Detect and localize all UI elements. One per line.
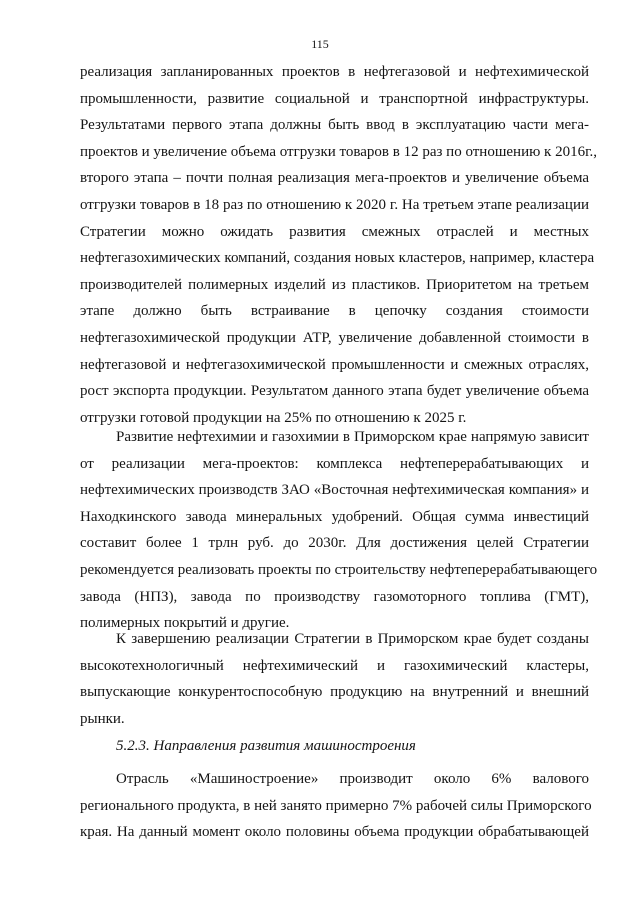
- text-line: выпускающие конкурентоспособную продукцию на внутренний и внешний: [80, 684, 589, 701]
- text-line: края. На данный момент около половины объема продукции обрабатывающей: [80, 824, 589, 841]
- text-line: проектов и увеличение объема отгрузки товаров в 12 раз по отношению к 2016г.,: [80, 143, 598, 160]
- text-line: составит более 1 трлн руб. до 2030г. Для достижения целей Стратегии: [80, 535, 589, 552]
- text-line: отгрузки готовой продукции на 25% по отношению к 2025 г.: [80, 409, 467, 426]
- paragraph-2: [80, 424, 598, 637]
- text-line: нефтегазохимических компаний, создания новых кластеров, например, кластера: [80, 250, 595, 267]
- text-line: нефтегазохимической продукции АТР, увеличение добавленной стоимости в: [80, 329, 589, 346]
- text-line: Развитие нефтехимии и газохимии в Приморском крае напрямую зависит: [116, 429, 589, 445]
- text-line: Результатами первого этапа должны быть ввод в эксплуатацию части мега-: [80, 117, 589, 134]
- page-number: 115: [311, 37, 329, 51]
- text-line: второго этапа – почти полная реализация мега-проектов и увеличение объема: [80, 170, 589, 187]
- text-line: этапе должно быть встраивание в цепочку создания стоимости: [80, 303, 589, 320]
- paragraph-3: [80, 626, 589, 732]
- text-line: Стратегии можно ожидать развития смежных отраслей и местных: [80, 223, 589, 240]
- text-line: полимерных покрытий и другие.: [80, 615, 290, 632]
- text-line: нефтехимических производств ЗАО «Восточная нефтехимическая компания» и: [80, 482, 589, 499]
- text-line: промышленности, развитие социальной и транспортной инфраструктуры.: [80, 90, 589, 107]
- text-line: рекомендуется реализовать проекты по строительству нефтеперерабатывающего: [80, 561, 598, 578]
- text-line: регионального продукта, в ней занято примерно 7% рабочей силы Приморского: [80, 797, 592, 814]
- text-line: рынки.: [80, 710, 125, 727]
- text-line: рост экспорта продукции. Результатом данного этапа будет увеличение объема: [80, 383, 589, 400]
- paragraph-4: [80, 766, 592, 846]
- section-heading: 5.2.3. Направления развития машиностроения: [116, 738, 416, 754]
- text-line: нефтегазовой и нефтегазохимической промышленности и смежных отраслях,: [80, 356, 589, 373]
- text-line: высокотехнологичный нефтехимический и газохимический кластеры,: [80, 657, 589, 674]
- paragraph-1: [80, 59, 598, 431]
- text-line: реализация запланированных проектов в нефтегазовой и нефтехимической: [80, 64, 589, 80]
- text-line: производителей полимерных изделий из пластиков. Приоритетом на третьем: [80, 276, 589, 293]
- text-line: Отрасль «Машиностроение» производит около 6% валового: [116, 771, 589, 787]
- text-line: Находкинского завода минеральных удобрений. Общая сумма инвестиций: [80, 508, 589, 525]
- text-line: отгрузки товаров в 18 раз по отношению к 2020 г. На третьем этапе реализации: [80, 196, 589, 213]
- text-line: К завершению реализации Стратегии в Приморском крае будет созданы: [116, 631, 589, 647]
- text-line: завода (НПЗ), завода по производству газомоторного топлива (ГМТ),: [80, 588, 589, 605]
- text-line: от реализации мега-проектов: комплекса нефтеперерабатывающих и: [80, 455, 589, 472]
